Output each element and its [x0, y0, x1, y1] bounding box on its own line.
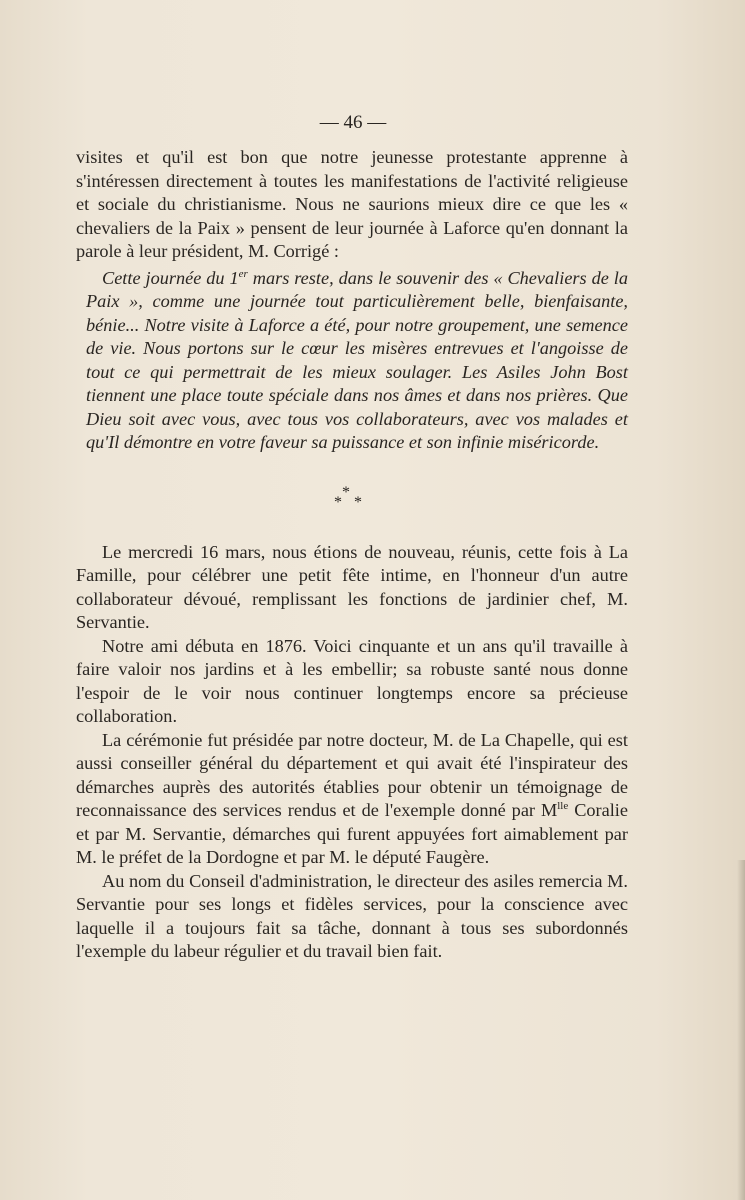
- separator-star-top: *: [342, 483, 350, 501]
- quote-paragraph: [76, 267, 628, 455]
- paragraph-4: [76, 729, 628, 870]
- paragraph-5: Au nom du Conseil d'administration, le directeur des asiles remercia M. Servantie pour ses longs et fidèles services, pour la conscience avec laquelle il a toujours fait sa tâche, donnant à tous ses subordonnés l'exemple du labeur régulier et du travail bien fait.: [76, 870, 628, 961]
- quote-text-start: Cette journée du 1: [102, 267, 239, 288]
- quote-text-end: mars reste, dans le souvenir des « Chevaliers de la Paix », comme une journée tout particulièrement belle, bienfaisante, bénie... Notre visite à Laforce a été, pour notre groupement, une semence de vie. Nous portons sur le cœur les misères entrevues et l'angoisse de tout ce qui permettrait de les mieux soulager. Les Asiles John Bost tiennent une place toute spéciale dans nos âmes et dans nos prières. Que Dieu soit avec vous, avec tous vos collaborateurs, avec vos malades et qu'Il démontre en votre faveur sa puissance et son infinie miséricorde.: [86, 267, 628, 452]
- page-number: — 46 —: [319, 112, 387, 133]
- quote-superscript: er: [238, 267, 248, 280]
- page-body: [76, 146, 628, 964]
- separator-star-left: *: [334, 493, 342, 511]
- separator-star-right: *: [354, 493, 362, 511]
- page-edge-shadow: [737, 860, 745, 1200]
- section-separator: [76, 481, 628, 541]
- paragraph-1: visites et qu'il est bon que notre jeunesse protestante apprenne à s'intéressen directement à toutes les manifestations de l'activité religieuse et sociale du christianisme. Nous ne saurions mieux dire ce que les « chevaliers de la Paix » pensent de leur journée à Laforce qu'en donnant la parole à leur président, M. Corrigé :: [76, 147, 628, 261]
- paragraph-2: Le mercredi 16 mars, nous étions de nouveau, réunis, cette fois à La Famille, pour célébrer une petit fête intime, en l'honneur d'un autre collaborateur dévoué, remplissant les fonctions de jardinier chef, M. Servantie.: [76, 541, 628, 632]
- paragraph-4-start: La cérémonie fut présidée par notre docteur, M. de La Chapelle, qui est aussi conseiller général du département et qui avait été l'inspirateur des démarches auprès des autorités établies pour obtenir un témoignage de reconnaissance des services rendus et de l'exemple donné par M: [76, 729, 628, 820]
- paragraph-4-superscript: lle: [557, 799, 569, 812]
- paragraph-4-end: Coralie et par M. Servantie, démarches qui furent appuyées fort aimablement par M. le préfet de la Dordogne et par M. le député Faugère.: [76, 800, 628, 867]
- paragraph-3: Notre ami débuta en 1876. Voici cinquante et un ans qu'il travaille à faire valoir nos jardins et à les embellir; sa robuste santé nous donne l'espoir de le voir nous continuer longtemps encore sa précieuse collaboration.: [76, 635, 628, 726]
